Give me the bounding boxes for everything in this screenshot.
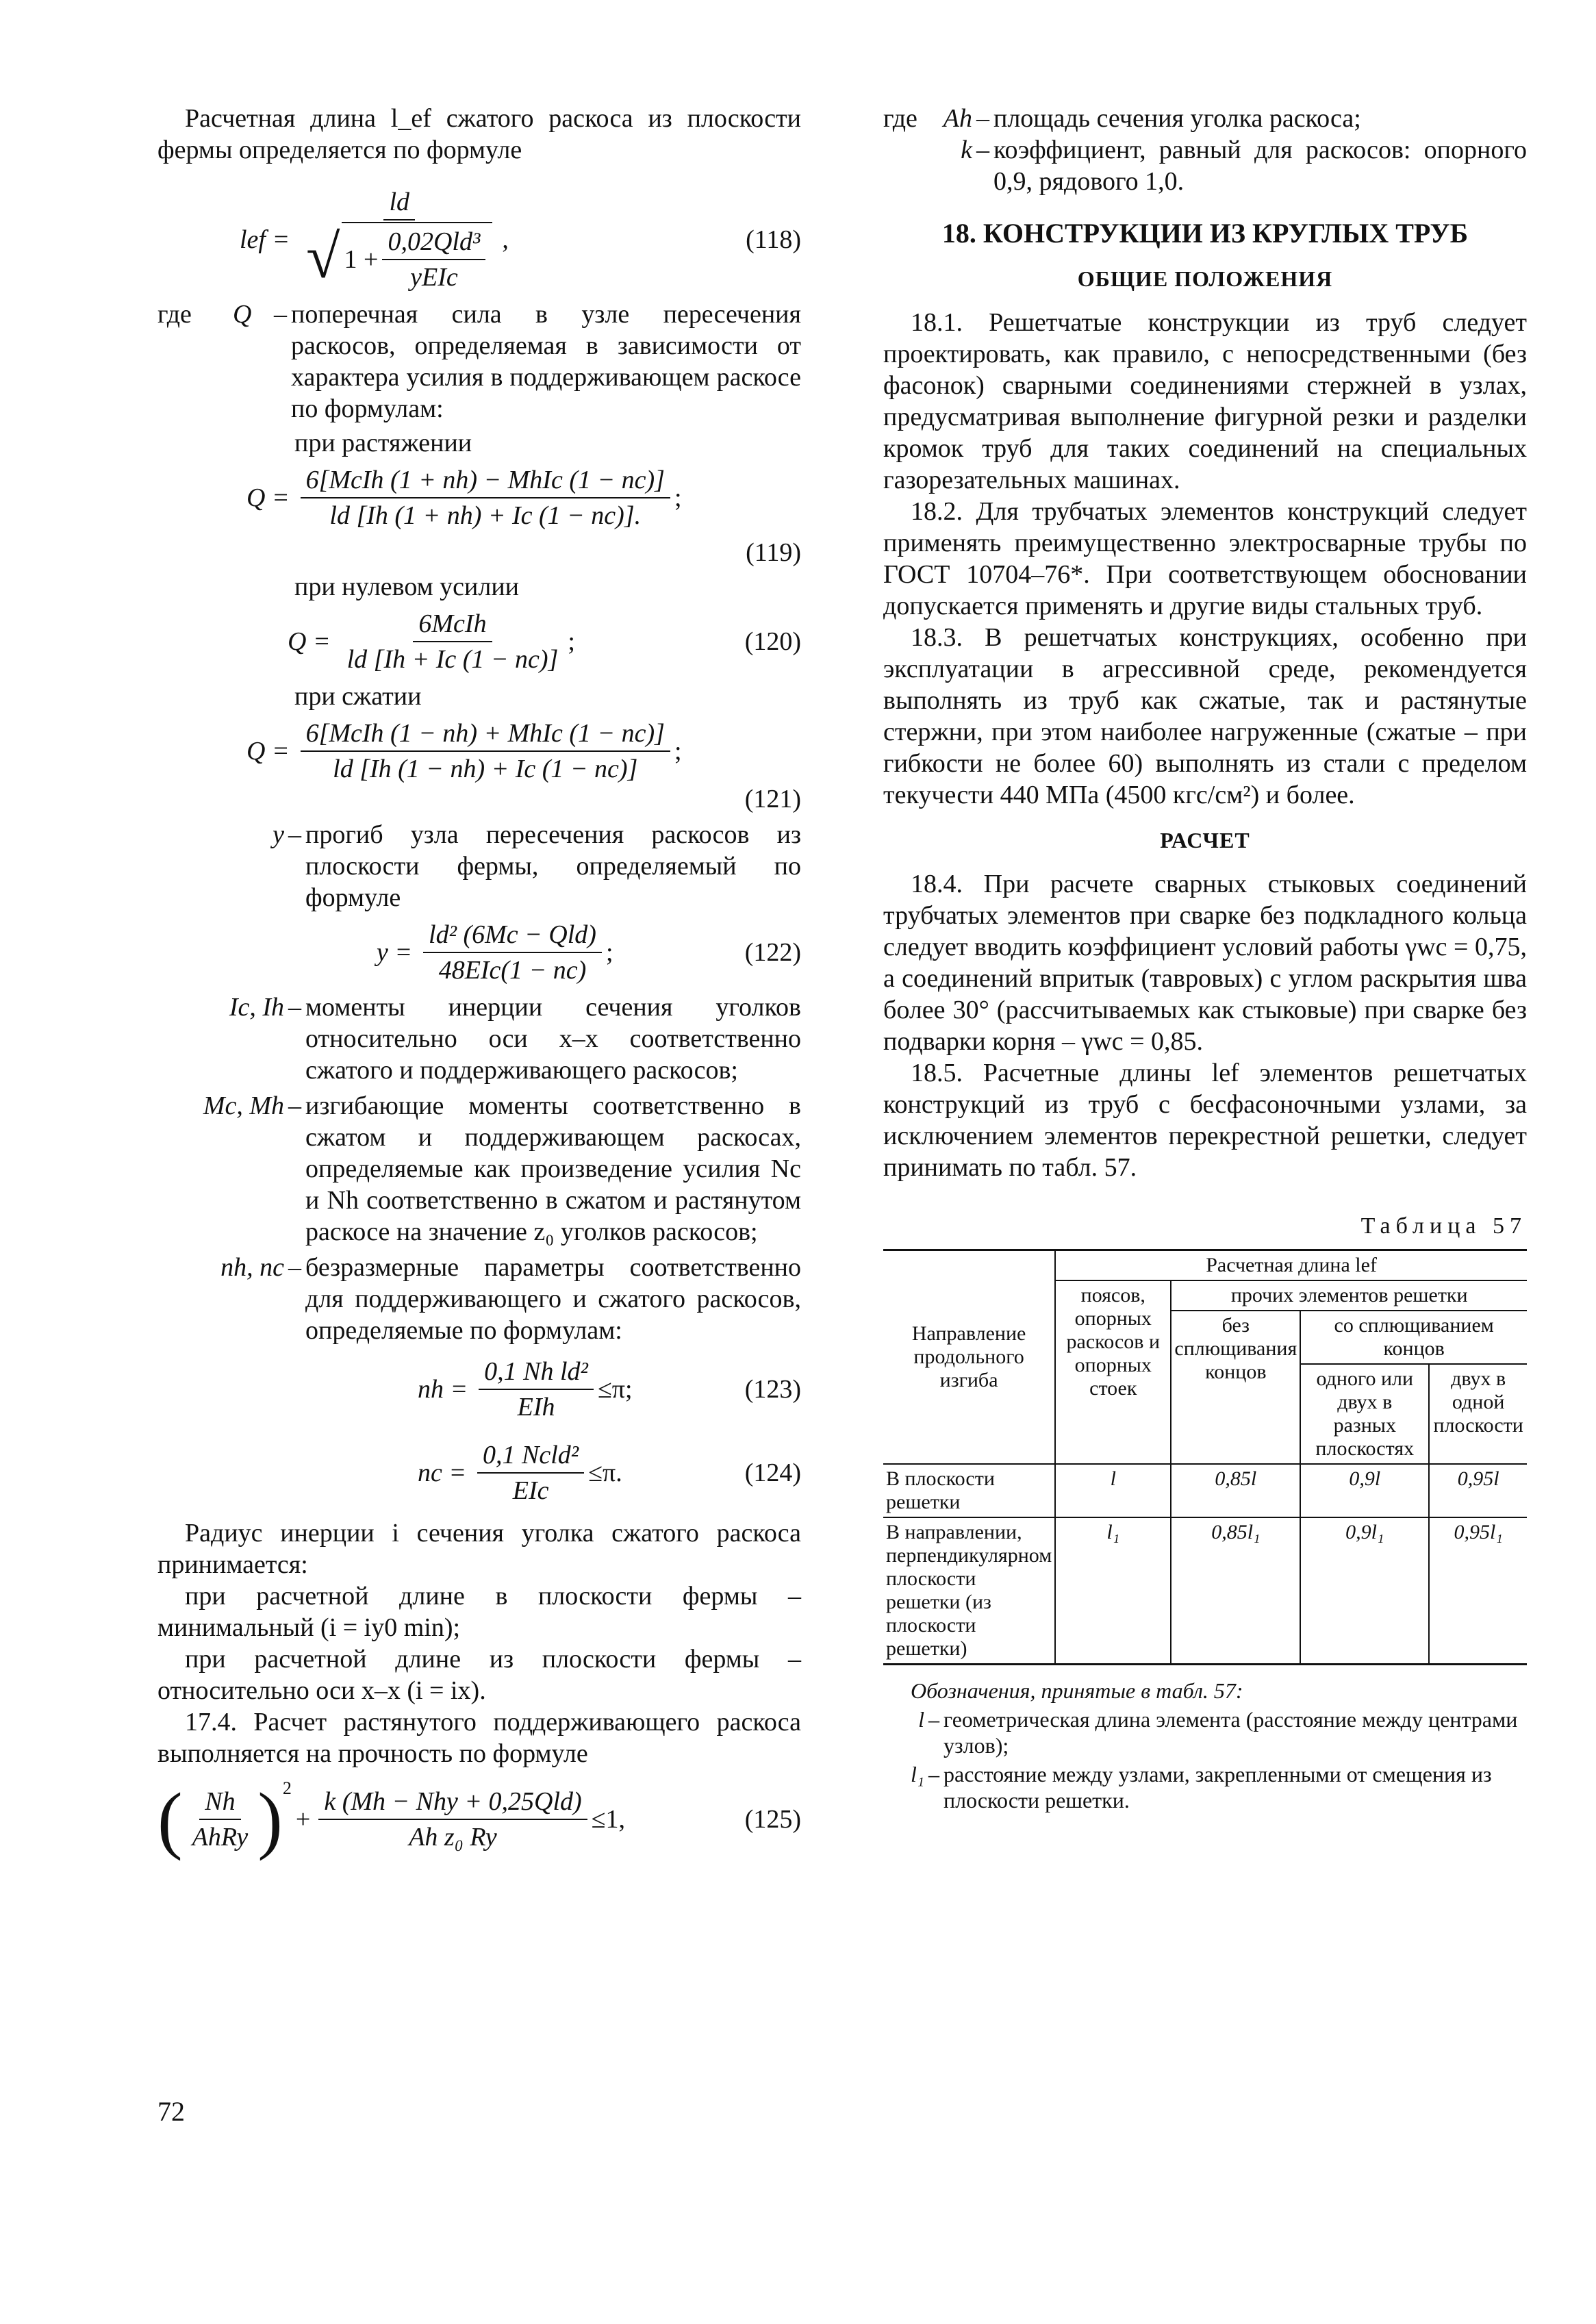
- th-other-elements: прочих элементов решетки: [1171, 1280, 1527, 1311]
- th-one-or-two: одного или двух в разных плоскостях: [1300, 1364, 1429, 1464]
- cell-value: 0,95l₁: [1429, 1517, 1527, 1665]
- subsection-general: ОБЩИЕ ПОЛОЖЕНИЯ: [1077, 266, 1333, 291]
- right-column: [883, 103, 1527, 1813]
- eq120-number: (120): [744, 627, 801, 656]
- eq125-b-num: k (Mh − Nhy + 0,25Qld): [318, 1786, 587, 1820]
- equation-118: lef = ld √ 1 + $\frac{\text{0,02Qld³}}{\text{yEIc}}$ , (118): [240, 188, 801, 292]
- eq118-number: (118): [746, 225, 801, 254]
- eq121-tail: ;: [674, 737, 682, 766]
- cell-value: 0,95l: [1429, 1464, 1527, 1517]
- cell-direction: В плоскости решетки: [883, 1464, 1055, 1517]
- note-l1-term: l₁: [910, 1762, 924, 1786]
- eq121-denominator: ld [Ih (1 − nh) + Ic (1 − nc)]: [333, 755, 638, 783]
- y-definition: y – прогиб узла пересечения раскосов из плоскости фермы, определяемый по формуле: [157, 819, 801, 913]
- cell-value: 0,85l₁: [1171, 1517, 1300, 1665]
- cell-direction: В направлении, перпендикулярном плоскости решетки (из плоскости решетки): [883, 1517, 1055, 1665]
- eq121-lhs: Q =: [246, 737, 290, 766]
- eq118-lhs: lef =: [240, 225, 290, 254]
- equation-125: ( $\frac{Nh}{\text{AhRy}}$ ) 2 + $\frac{\text{k (Mh − Nhy + 0,25Qld)}}{\text{Ah z₀ Ry}}$ ≤1, (125): [157, 1778, 801, 1861]
- eq124-lhs: nc =: [418, 1458, 467, 1487]
- eq121-numerator: 6[McIh (1 − nh) + MhIc (1 − nc)]: [301, 718, 670, 752]
- eq119-number: (119): [746, 538, 801, 567]
- eq125-a-num: Nh: [199, 1786, 240, 1820]
- radius-out-plane: при расчетной длине из плоскости фермы – относительно оси x–x (i = ix).: [157, 1645, 801, 1705]
- condition-tension: при растяжении: [294, 429, 472, 457]
- eq120-numerator: 6McIh: [413, 608, 492, 642]
- eq123-number: (123): [744, 1375, 801, 1404]
- table-caption: Таблица 57: [1360, 1213, 1527, 1239]
- paragraph-18-3: 18.3. В решетчатых конструкциях, особенно при эксплуатации в агрессивной среде, рекомендуется выполнять из труб как сжатые, так и растянутые стержни, при этом наиболее нагруженные (сжатые – при гибкости не более 60) выполнять из стали с пределом текучести 440 МПа (4500 кгс/см²) и более.: [883, 623, 1527, 809]
- I-description: моменты инерции сечения уголков относительно оси x–x соответственно сжатого и поддерживающего раскосов;: [305, 993, 801, 1085]
- eq119-numerator: 6[McIh (1 + nh) − MhIc (1 − nc)]: [301, 464, 670, 498]
- note-l-description: геометрическая длина элемента (расстояние между центрами узлов);: [943, 1707, 1518, 1758]
- k-term: k: [961, 136, 972, 164]
- condition-compression: при сжатии: [294, 682, 422, 711]
- notes-title: Обозначения, принятые в табл. 57:: [911, 1678, 1243, 1703]
- equation-119: [157, 464, 801, 531]
- note-l-term: l: [918, 1707, 924, 1732]
- eq122-denominator: 48EIc(1 − nc): [438, 956, 587, 985]
- th-chords: поясов, опорных раскосов и опорных стоек: [1055, 1280, 1171, 1464]
- eq121-number: (121): [744, 785, 801, 813]
- eq123-tail: ≤π;: [597, 1375, 633, 1404]
- note-l: l – геометрическая длина элемента (расстояние между центрами узлов);: [883, 1706, 1527, 1758]
- equation-124: [157, 1439, 801, 1506]
- eq124-number: (124): [744, 1458, 801, 1487]
- radius-intro: Радиус инерции i сечения уголка сжатого раскоса принимается:: [157, 1519, 801, 1579]
- th-two-in-one: двух в одной плоскости: [1429, 1364, 1527, 1464]
- I-definition: Ic, Ih – моменты инерции сечения уголков относительно оси x–x соответственно сжатого и поддерживающего раскосов;: [157, 992, 801, 1086]
- eq125-a-den: AhRy: [192, 1823, 249, 1852]
- subsection-calc: РАСЧЕТ: [1160, 828, 1250, 852]
- I-term: Ic, Ih: [229, 993, 284, 1022]
- th-with-flatten: со сплющиванием концов: [1300, 1311, 1527, 1364]
- Ah-description: площадь сечения уголка раскоса;: [993, 104, 1361, 133]
- Ah-term: Ah: [943, 104, 972, 133]
- cell-value: 0,9l₁: [1300, 1517, 1429, 1665]
- section-title: 18. КОНСТРУКЦИИ ИЗ КРУГЛЫХ ТРУБ: [941, 218, 1469, 249]
- equation-122: [157, 919, 801, 986]
- cell-value: 0,85l: [1171, 1464, 1300, 1517]
- y-description: прогиб узла пересечения раскосов из плоскости фермы, определяемый по формуле: [305, 820, 801, 912]
- eq124-numerator: 0,1 Ncld²: [477, 1439, 584, 1474]
- M-definition: Mc, Mh – изгибающие моменты соответственно в сжатом и поддерживающем раскосах, определяемые как произведение усилия Nc и Nh соответственно в сжатом и растянутом раскосе на значение z₀ уголков раскосов;: [157, 1090, 801, 1248]
- eq123-numerator: 0,1 Nh ld²: [479, 1356, 594, 1390]
- n-term: nh, nc: [220, 1253, 284, 1282]
- paragraph-18-5: 18.5. Расчетные длины lef элементов решетчатых конструкций из труб с бесфасоночными узлами, за исключением элементов перекрестной решетки, следует принимать по табл. 57.: [883, 1059, 1527, 1182]
- eq125-b-den: Ah z₀ Ry: [409, 1823, 497, 1852]
- note-l1-description: расстояние между узлами, закрепленными от смещения из плоскости решетки.: [943, 1762, 1492, 1813]
- radius-in-plane: при расчетной длине в плоскости фермы – минимальный (i = iy0 min);: [157, 1582, 801, 1642]
- eq119-tail: ;: [674, 483, 682, 512]
- M-description: изгибающие моменты соответственно в сжатом и поддерживающем раскосах, определяемые как произведение усилия Nc и Nh соответственно в сжатом и растянутом раскосе на значение z₀ уголков раскосов;: [305, 1091, 801, 1246]
- where-label-right: где: [883, 104, 917, 133]
- eq118-one-plus: 1 +: [344, 245, 379, 274]
- eq122-tail: ;: [605, 938, 613, 967]
- eq120-denominator: ld [Ih + Ic (1 − nc)]: [346, 645, 559, 674]
- th-no-flatten: без сплющивания концов: [1171, 1311, 1300, 1464]
- eq120-lhs: Q =: [288, 627, 331, 656]
- eq124-tail: ≤π.: [588, 1458, 622, 1487]
- eq122-lhs: y =: [377, 938, 413, 967]
- eq125-tail: ≤1,: [591, 1805, 626, 1834]
- eq125-number: (125): [744, 1805, 801, 1834]
- equation-123: [157, 1356, 801, 1423]
- Q-definition: где Q – поперечная сила в узле пересечения раскосов, определяемая в зависимости от характера усилия в поддерживающем раскосе по формулам:: [157, 300, 801, 423]
- th-direction: Направление продольного изгиба: [883, 1250, 1055, 1465]
- table-notes: [883, 1678, 1527, 1813]
- cell-value: 0,9l: [1300, 1464, 1429, 1517]
- y-term: y: [273, 820, 284, 849]
- table-row: [883, 1517, 1527, 1665]
- eq123-lhs: nh =: [418, 1375, 468, 1404]
- eq118-inner-num: 0,02Qld³: [382, 226, 485, 260]
- where-label: где: [157, 300, 192, 329]
- eq125-plus: +: [295, 1805, 311, 1834]
- note-l1: l₁ – расстояние между узлами, закрепленными от смещения из плоскости решетки.: [883, 1761, 1527, 1813]
- equation-120: [157, 608, 801, 675]
- eq122-numerator: ld² (6Mc − Qld): [423, 919, 602, 953]
- eq122-number: (122): [744, 938, 801, 967]
- Ah-k-definitions: [883, 103, 1527, 197]
- eq119-lhs: Q =: [246, 483, 290, 512]
- eq120-tail: ;: [568, 627, 575, 656]
- left-column: [157, 103, 801, 1862]
- paragraph-18-4: 18.4. При расчете сварных стыковых соединений трубчатых элементов при сварке без подкладного кольца следует вводить коэффициент условий работы γwc = 0,75, а соединений впритык (тавровых) с углом раскрытия шва более 30° (рассчитываемых как стыковые) при сварке без подварки корня – γwc = 0,85.: [883, 870, 1527, 1056]
- paragraph-18-1: 18.1. Решетчатые конструкции из труб следует проектировать, как правило, с непосредственными (без фасонок) сварными соединениями стержней в узлах, предусматривая выполнение фигурной резки и разделки кромок труб для таких соединений на специальных газорезательных машинах.: [883, 308, 1527, 494]
- intro-paragraph: Расчетная длина l_ef сжатого раскоса из плоскости фермы определяется по формуле: [157, 104, 801, 164]
- th-calc-length: Расчетная длина lef: [1055, 1250, 1527, 1281]
- eq118-inner-den: yEIc: [410, 263, 458, 292]
- page-number: 72: [157, 2096, 185, 2127]
- cell-value: l₁: [1055, 1517, 1171, 1665]
- paragraph-17-4: 17.4. Расчет растянутого поддерживающего раскоса выполняется на прочность по формуле: [157, 1708, 801, 1768]
- paragraph-18-2: 18.2. Для трубчатых элементов конструкций следует применять преимущественно электросварные трубы по ГОСТ 10704–76*. При соответствующем обосновании допускается применять и другие виды стальных труб.: [883, 497, 1527, 620]
- eq119-denominator: ld [Ih (1 + nh) + Ic (1 − nc)].: [329, 501, 642, 530]
- condition-zero: при нулевом усилии: [294, 572, 520, 601]
- eq124-denominator: EIc: [512, 1476, 549, 1505]
- k-definition: k – коэффициент, равный для раскосов: опорного 0,9, рядового 1,0.: [883, 134, 1527, 197]
- n-description: безразмерные параметры соответственно для поддерживающего и сжатого раскосов, определяемые по формулам:: [305, 1253, 801, 1345]
- k-description: коэффициент, равный для раскосов: опорного 0,9, рядового 1,0.: [993, 136, 1527, 196]
- Ah-definition: где Ah – площадь сечения уголка раскоса;: [883, 103, 1527, 134]
- table-57: [883, 1249, 1527, 1665]
- Q-term: Q: [233, 300, 252, 329]
- eq118-numerator: ld: [383, 186, 415, 220]
- n-definition: nh, nc – безразмерные параметры соответственно для поддерживающего и сжатого раскосов, определяемые по формулам:: [157, 1252, 801, 1346]
- Q-description: поперечная сила в узле пересечения раскосов, определяемая в зависимости от характера усилия в поддерживающем раскосе по формулам:: [291, 300, 801, 423]
- eq123-denominator: EIh: [517, 1393, 555, 1422]
- M-term: Mc, Mh: [203, 1091, 284, 1120]
- equation-121: [157, 718, 801, 785]
- definitions-list: [157, 819, 801, 1346]
- table-row: [883, 1464, 1527, 1517]
- cell-value: l: [1055, 1464, 1171, 1517]
